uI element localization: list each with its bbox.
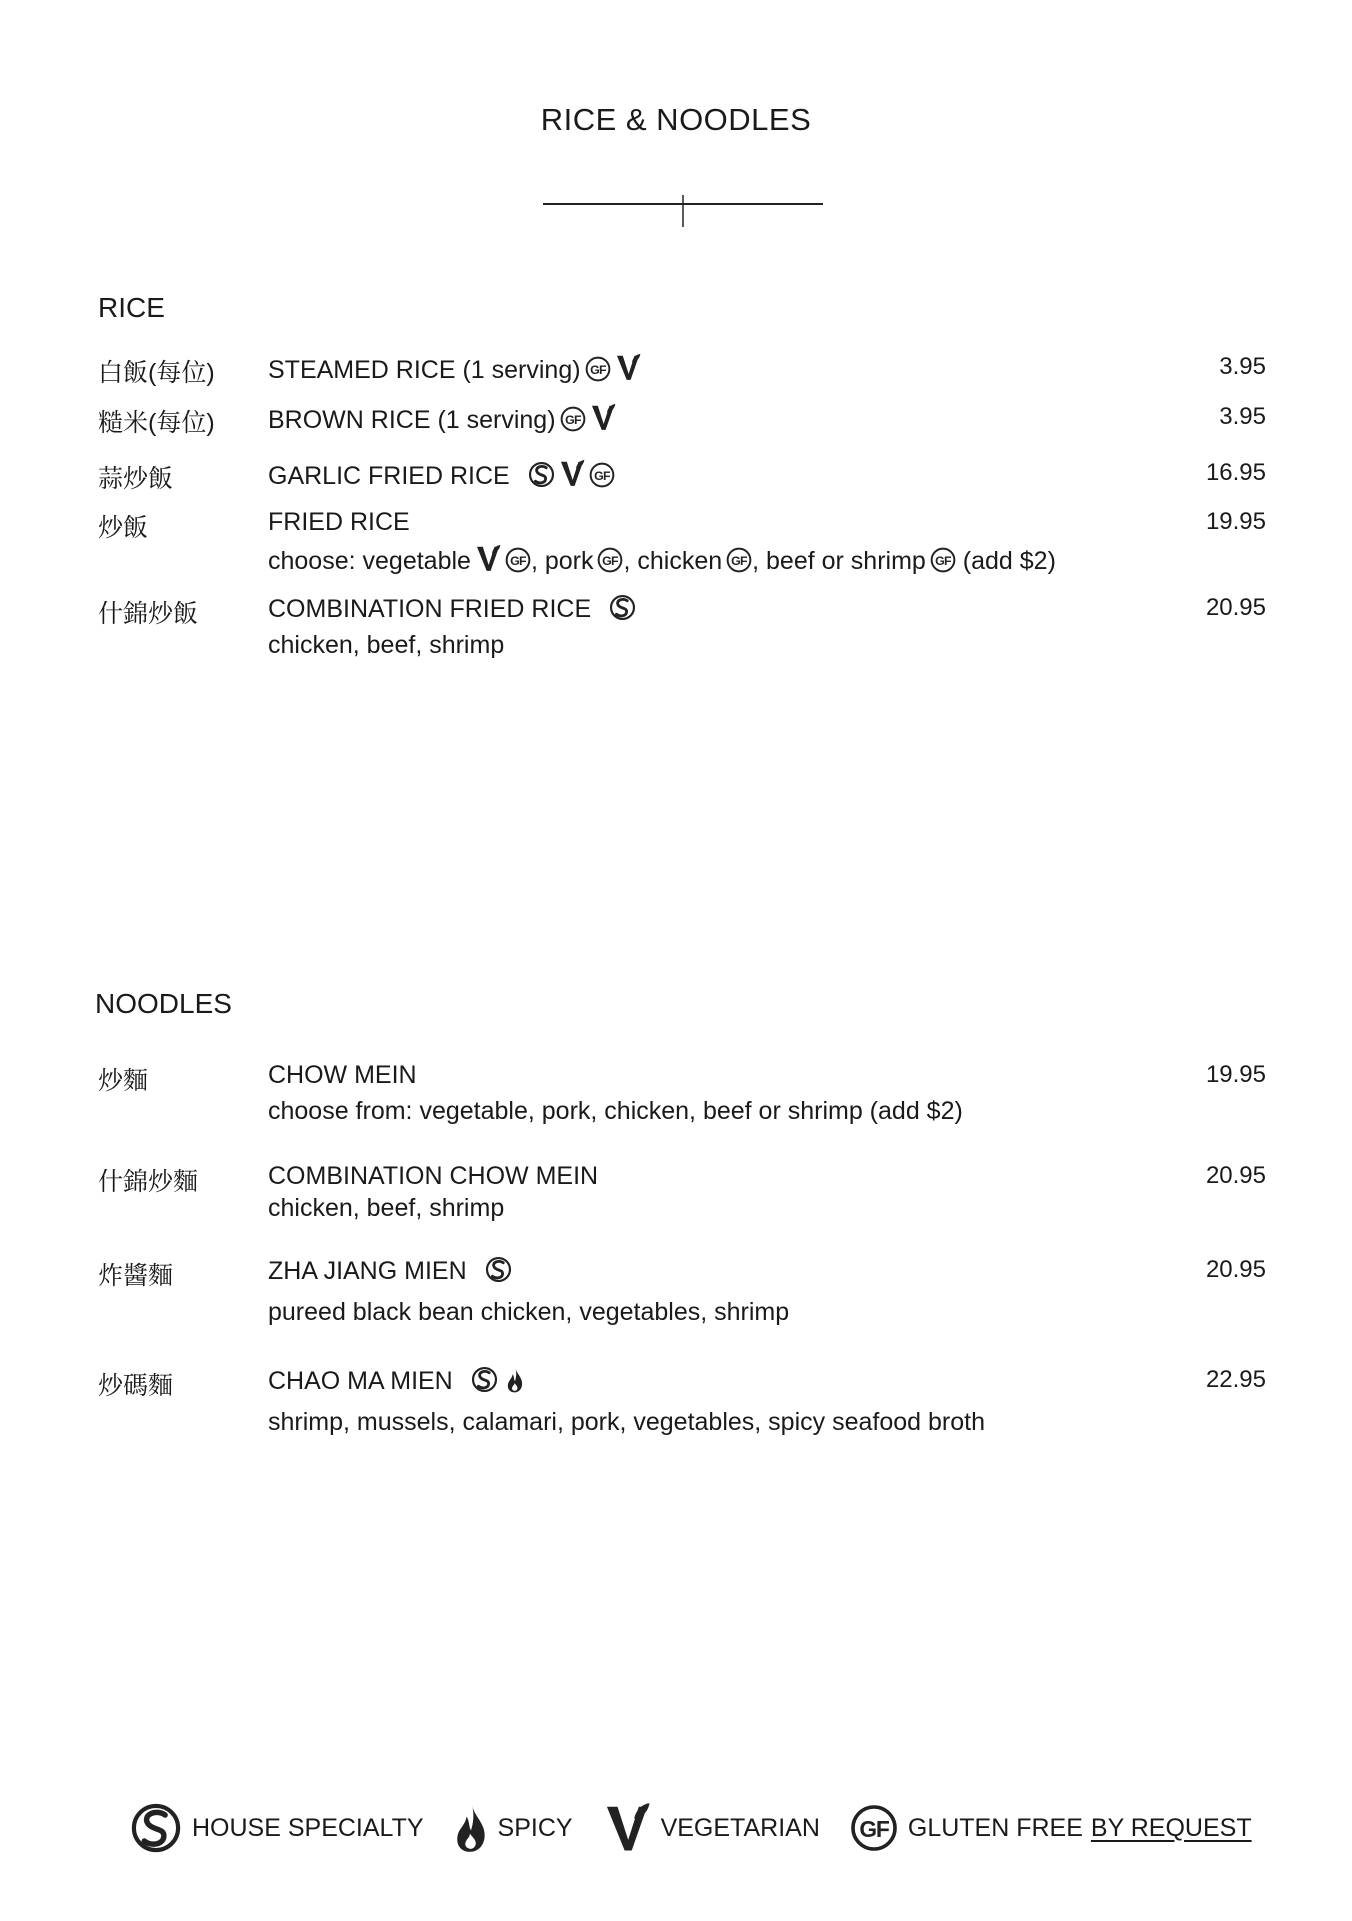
vegetarian-v-icon — [475, 544, 501, 573]
gluten-free-icon — [560, 406, 586, 432]
item-name: BROWN RICE (1 serving) — [268, 403, 616, 435]
vegetarian-v-icon — [590, 403, 616, 432]
gluten-free-icon — [597, 547, 623, 573]
item-name: CHAO MA MIEN — [268, 1366, 524, 1396]
spicy-flame-icon — [454, 1803, 488, 1853]
item-chinese-name: 糙米(每位) — [98, 409, 215, 437]
gluten-free-icon — [850, 1804, 898, 1852]
house-specialty-icon — [528, 461, 555, 488]
item-description: choose from: vegetable, pork, chicken, beef or shrimp (add $2) — [268, 1097, 963, 1125]
gluten-free-icon — [726, 547, 752, 573]
legend-vegetarian: VEGETARIAN — [660, 1813, 820, 1842]
item-name: GARLIC FRIED RICE — [268, 459, 615, 491]
vegetarian-v-icon — [615, 353, 641, 382]
item-price: 3.95 — [1219, 403, 1266, 430]
item-options: choose: vegetable , pork , chicken , beef or shrimp (add $2) — [268, 544, 1056, 576]
item-name: STEAMED RICE (1 serving) — [268, 353, 641, 385]
item-chinese-name: 白飯(每位) — [98, 359, 215, 387]
item-price: 20.95 — [1205, 1162, 1266, 1189]
spicy-flame-icon — [506, 1367, 524, 1393]
item-name: COMBINATION FRIED RICE — [268, 594, 636, 624]
item-name: FRIED RICE — [268, 508, 410, 536]
house-specialty-icon — [485, 1256, 512, 1283]
item-price: 20.95 — [1205, 594, 1266, 621]
item-chinese-name: 蒜炒飯 — [98, 465, 174, 493]
section-title-rice: RICE — [98, 292, 165, 323]
item-price: 3.95 — [1219, 353, 1266, 380]
section-title-noodles: NOODLES — [95, 988, 232, 1019]
gluten-free-icon — [930, 547, 956, 573]
vegetarian-v-icon — [559, 459, 585, 488]
gluten-free-icon — [589, 462, 615, 488]
item-description: chicken, beef, shrimp — [268, 1194, 505, 1222]
item-price: 16.95 — [1205, 459, 1266, 486]
item-description: pureed black bean chicken, vegetables, shrimp — [268, 1298, 790, 1326]
item-chinese-name: 炸醬麵 — [98, 1262, 174, 1290]
vegetarian-v-icon — [603, 1802, 651, 1854]
legend — [130, 1800, 1252, 1856]
item-name: CHOW MEIN — [268, 1061, 417, 1089]
item-chinese-name: 什錦炒飯 — [98, 600, 199, 628]
item-chinese-name: 什錦炒麵 — [98, 1168, 199, 1196]
item-description: chicken, beef, shrimp — [268, 631, 505, 659]
page-title: RICE & NOODLES — [540, 102, 812, 137]
item-chinese-name: 炒碼麵 — [98, 1372, 174, 1400]
item-price: 19.95 — [1205, 1061, 1266, 1088]
gluten-free-icon — [505, 547, 531, 573]
item-chinese-name: 炒飯 — [98, 514, 149, 542]
legend-gluten-free: GLUTEN FREE — [907, 1813, 1083, 1842]
house-specialty-icon — [130, 1802, 182, 1854]
item-chinese-name: 炒麵 — [98, 1067, 149, 1095]
item-name: ZHA JIANG MIEN — [268, 1256, 512, 1286]
item-price: 20.95 — [1205, 1256, 1266, 1283]
legend-spicy: SPICY — [497, 1813, 573, 1842]
house-specialty-icon — [471, 1366, 498, 1393]
legend-house-specialty: HOUSE SPECIALTY — [192, 1813, 424, 1842]
legend-by-request: BY REQUEST — [1090, 1813, 1252, 1842]
title-divider — [543, 195, 823, 229]
item-description: shrimp, mussels, calamari, pork, vegetables, spicy seafood broth — [268, 1408, 985, 1436]
item-name: COMBINATION CHOW MEIN — [268, 1162, 599, 1190]
house-specialty-icon — [609, 594, 636, 621]
item-price: 19.95 — [1205, 508, 1266, 535]
gluten-free-icon — [585, 356, 611, 382]
item-price: 22.95 — [1205, 1366, 1266, 1393]
